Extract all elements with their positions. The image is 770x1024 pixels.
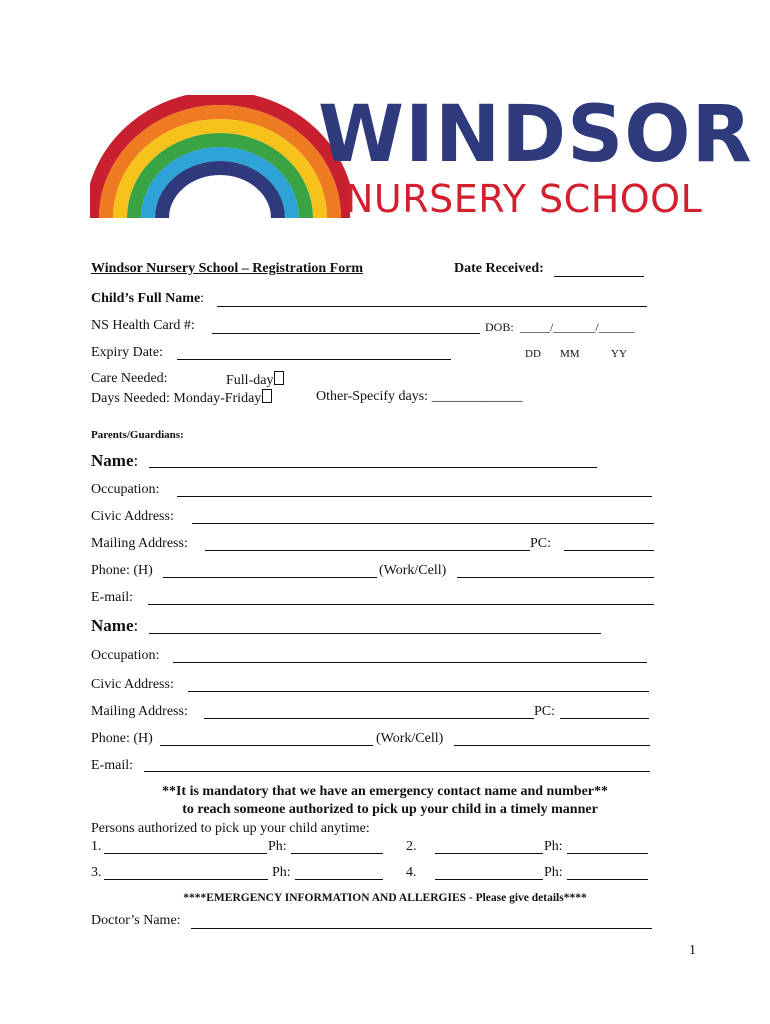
mm-label: MM [560, 348, 580, 360]
guardian2-work-cell-field[interactable] [454, 745, 650, 746]
guardian2-phone-h-field[interactable] [160, 745, 373, 746]
expiry-field[interactable] [177, 359, 451, 360]
guardian1-mailing-field[interactable] [205, 550, 530, 551]
guardian2-pc-label: PC: [534, 704, 556, 719]
yy-label: YY [611, 348, 627, 360]
authorized-2-ph-label: Ph: [544, 839, 563, 854]
guardian1-pc-field[interactable] [564, 550, 654, 551]
guardian1-occupation-label: Occupation: [91, 482, 160, 497]
notice-line-2: to reach someone authorized to pick up your child in a timely manner [182, 802, 598, 817]
emergency-heading: ****EMERGENCY INFORMATION AND ALLERGIES - Please give details**** [183, 892, 587, 904]
notice-line-1: **It is mandatory that we have an emergency contact name and number** [161, 784, 609, 799]
guardian1-civic-label: Civic Address: [91, 509, 174, 524]
authorized-1-number: 1. [91, 839, 102, 854]
rainbow-arc [162, 168, 278, 218]
guardian1-work-cell-label: (Work/Cell) [379, 563, 447, 578]
guardian2-pc-field[interactable] [560, 718, 649, 719]
rainbow-logo-icon [90, 95, 350, 220]
guardian1-phone-h-label: Phone: (H) [91, 563, 153, 578]
authorized-3-ph-field[interactable] [295, 879, 383, 880]
child-name-label: Child’s Full Name: [91, 291, 205, 306]
authorized-4-ph-field[interactable] [567, 879, 648, 880]
dob-label: DOB: [485, 320, 514, 334]
child-name-field[interactable] [217, 306, 647, 307]
guardian1-occupation-field[interactable] [177, 496, 652, 497]
guardian2-phone-h-label: Phone: (H) [91, 731, 153, 746]
dd-label: DD [525, 348, 541, 360]
guardian2-name-label: Name: [91, 616, 139, 635]
date-received-field[interactable] [554, 276, 644, 277]
authorized-1-ph-label: Ph: [268, 839, 287, 854]
guardian2-name-field[interactable] [149, 633, 601, 634]
expiry-label: Expiry Date: [91, 345, 163, 360]
guardian1-email-field[interactable] [148, 604, 654, 605]
dob-field[interactable]: _____/_______/______ [520, 320, 635, 334]
guardian1-phone-h-field[interactable] [163, 577, 377, 578]
other-specify-field[interactable]: Other-Specify days: _____________ [316, 389, 523, 404]
authorized-4-name-field[interactable] [435, 879, 543, 880]
authorized-3-number: 3. [91, 865, 102, 880]
logo-subtitle: NURSERY SCHOOL [345, 177, 703, 221]
guardian2-mailing-field[interactable] [204, 718, 534, 719]
parents-heading: Parents/Guardians: [91, 429, 184, 441]
authorized-3-name-field[interactable] [104, 879, 268, 880]
authorized-3-ph-label: Ph: [272, 865, 291, 880]
form-title: Windsor Nursery School – Registration Form [91, 261, 364, 276]
care-needed-label: Care Needed: [91, 371, 168, 386]
guardian2-occupation-field[interactable] [173, 662, 647, 663]
doctor-field[interactable] [191, 928, 652, 929]
guardian1-name-label: Name: [91, 451, 139, 470]
guardian1-pc-label: PC: [530, 536, 552, 551]
authorized-label: Persons authorized to pick up your child anytime: [91, 821, 370, 836]
guardian1-email-label: E-mail: [91, 590, 133, 605]
health-card-field[interactable] [212, 333, 480, 334]
guardian2-civic-field[interactable] [188, 691, 649, 692]
guardian2-mailing-label: Mailing Address: [91, 704, 188, 719]
guardian2-civic-label: Civic Address: [91, 677, 174, 692]
guardian2-email-field[interactable] [144, 771, 650, 772]
authorized-1-ph-field[interactable] [291, 853, 383, 854]
checkbox-icon[interactable] [274, 371, 284, 385]
guardian1-civic-field[interactable] [192, 523, 654, 524]
page-number: 1 [689, 943, 696, 958]
authorized-4-number: 4. [406, 865, 417, 880]
days-needed-option[interactable]: Days Needed: Monday-Friday [91, 389, 272, 407]
authorized-2-ph-field[interactable] [567, 853, 648, 854]
authorized-2-number: 2. [406, 839, 417, 854]
date-received-label: Date Received: [454, 261, 544, 276]
authorized-1-name-field[interactable] [104, 853, 267, 854]
full-day-option[interactable]: Full-day [226, 371, 284, 389]
guardian2-occupation-label: Occupation: [91, 648, 160, 663]
guardian2-email-label: E-mail: [91, 758, 133, 773]
authorized-2-name-field[interactable] [435, 853, 543, 854]
logo-title: WINDSOR [318, 90, 753, 180]
guardian1-mailing-label: Mailing Address: [91, 536, 188, 551]
checkbox-icon[interactable] [262, 389, 272, 403]
authorized-4-ph-label: Ph: [544, 865, 563, 880]
guardian1-name-field[interactable] [149, 467, 597, 468]
doctor-label: Doctor’s Name: [91, 913, 181, 928]
guardian1-work-cell-field[interactable] [457, 577, 654, 578]
guardian2-work-cell-label: (Work/Cell) [376, 731, 444, 746]
health-card-label: NS Health Card #: [91, 318, 195, 333]
